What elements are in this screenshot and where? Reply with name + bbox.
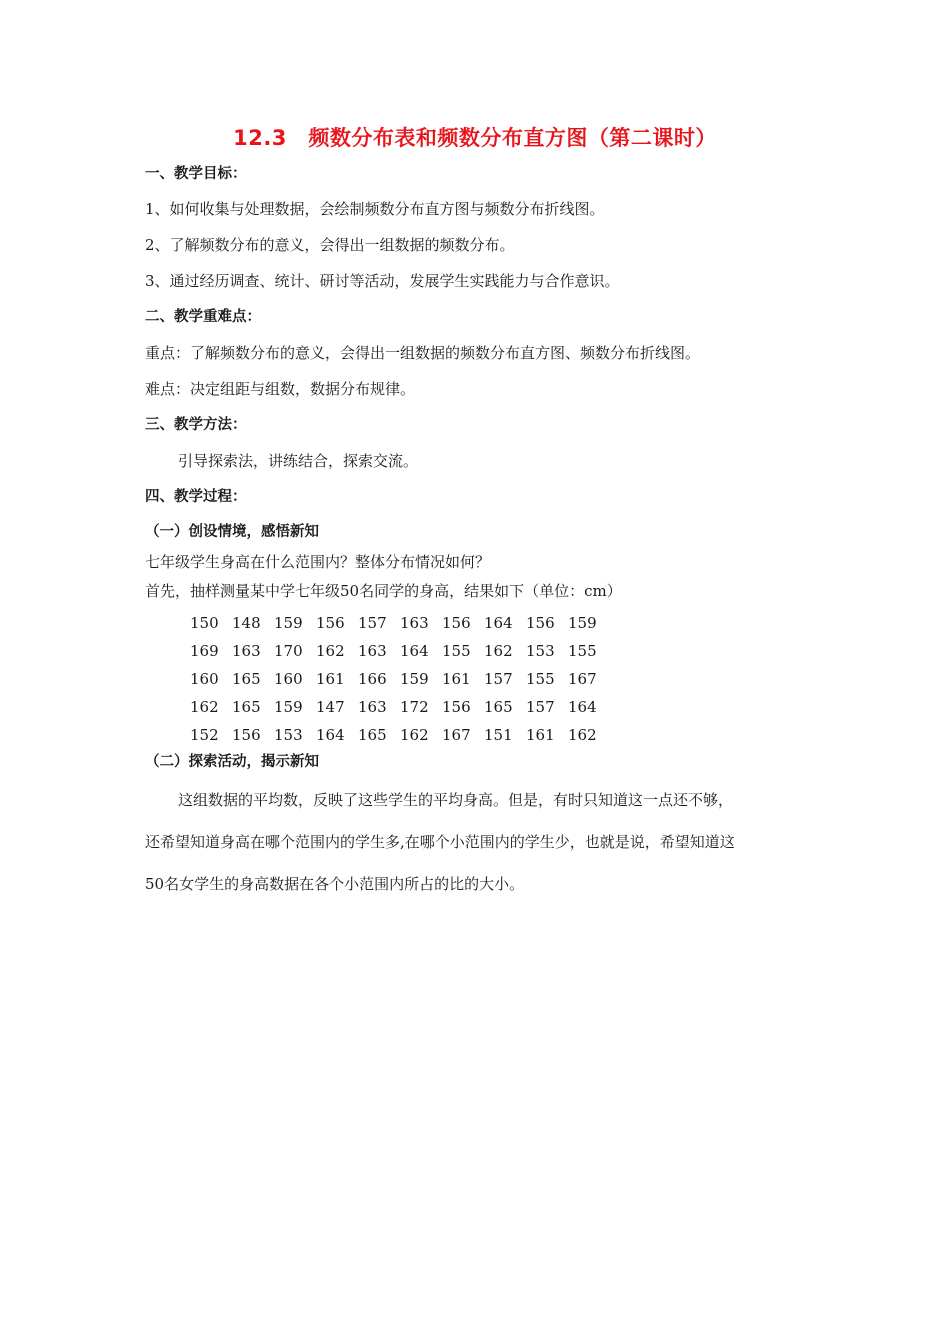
goal-item-2: 2、了解频数分布的意义，会得出一组数据的频数分布。 — [145, 236, 515, 254]
table-row — [190, 609, 610, 637]
height-cell: 165 — [232, 698, 261, 716]
key-point-text: 重点：了解频数分布的意义，会得出一组数据的频数分布直方图、频数分布折线图。 — [145, 344, 701, 362]
height-cell: 165 — [232, 670, 261, 688]
height-cell: 147 — [316, 698, 345, 716]
part1-heading: （一）创设情境，感悟新知 — [145, 524, 319, 540]
height-cell: 156 — [232, 726, 261, 744]
height-cell: 156 — [316, 614, 345, 632]
height-cell: 156 — [526, 614, 555, 632]
height-cell: 159 — [568, 614, 597, 632]
table-row — [190, 637, 610, 665]
height-cell: 163 — [232, 642, 261, 660]
table-row — [190, 693, 610, 721]
process-heading: 四、教学过程： — [145, 489, 247, 505]
height-cell: 161 — [526, 726, 555, 744]
height-cell: 165 — [358, 726, 387, 744]
goals-heading: 一、教学目标： — [145, 166, 247, 182]
height-cell: 148 — [232, 614, 261, 632]
height-cell: 164 — [484, 614, 513, 632]
height-cell: 162 — [400, 726, 429, 744]
height-cell: 166 — [358, 670, 387, 688]
key-points-heading: 二、教学重难点： — [145, 309, 261, 325]
goal-item-3: 3、通过经历调查、统计、研讨等活动，发展学生实践能力与合作意识。 — [145, 272, 620, 290]
height-cell: 163 — [400, 614, 429, 632]
height-cell: 161 — [316, 670, 345, 688]
height-cell: 164 — [400, 642, 429, 660]
height-cell: 157 — [484, 670, 513, 688]
height-cell: 162 — [484, 642, 513, 660]
height-cell: 155 — [526, 670, 555, 688]
height-cell: 155 — [442, 642, 471, 660]
height-cell: 163 — [358, 698, 387, 716]
height-cell: 160 — [190, 670, 219, 688]
height-cell: 153 — [526, 642, 555, 660]
difficult-point-text: 难点：决定组距与组数，数据分布规律。 — [145, 380, 416, 398]
height-cell: 167 — [568, 670, 597, 688]
height-cell: 150 — [190, 614, 219, 632]
height-cell: 153 — [274, 726, 303, 744]
height-cell: 159 — [274, 614, 303, 632]
height-cell: 159 — [274, 698, 303, 716]
height-cell: 169 — [190, 642, 219, 660]
height-cell: 155 — [568, 642, 597, 660]
height-cell: 162 — [316, 642, 345, 660]
table-row — [190, 665, 610, 693]
goal-item-1: 1、如何收集与处理数据，会绘制频数分布直方图与频数分布折线图。 — [145, 200, 605, 218]
height-cell: 162 — [568, 726, 597, 744]
method-heading: 三、教学方法： — [145, 417, 247, 433]
height-cell: 167 — [442, 726, 471, 744]
height-cell: 165 — [484, 698, 513, 716]
height-cell: 172 — [400, 698, 429, 716]
height-cell: 156 — [442, 698, 471, 716]
table-row — [190, 721, 610, 749]
height-cell: 163 — [358, 642, 387, 660]
height-cell: 170 — [274, 642, 303, 660]
part1-intro: 首先，抽样测量某中学七年级50名同学的身高，结果如下（单位：cm） — [145, 582, 622, 600]
height-cell: 162 — [190, 698, 219, 716]
height-cell: 157 — [358, 614, 387, 632]
height-cell: 157 — [526, 698, 555, 716]
part2-line-2: 还希望知道身高在哪个范围内的学生多,在哪个小范围内的学生少，也就是说，希望知道这 — [145, 833, 735, 851]
height-cell: 161 — [442, 670, 471, 688]
height-cell: 164 — [316, 726, 345, 744]
part2-line-1: 这组数据的平均数，反映了这些学生的平均身高。但是，有时只知道这一点还不够， — [178, 791, 734, 809]
height-cell: 151 — [484, 726, 513, 744]
height-cell: 159 — [400, 670, 429, 688]
height-cell: 156 — [442, 614, 471, 632]
height-cell: 164 — [568, 698, 597, 716]
height-cell: 152 — [190, 726, 219, 744]
part1-question: 七年级学生身高在什么范围内？整体分布情况如何？ — [145, 553, 491, 571]
part2-heading: （二）探索活动，揭示新知 — [145, 754, 319, 770]
method-text: 引导探索法，讲练结合，探索交流。 — [178, 452, 419, 470]
heights-table — [190, 609, 610, 749]
part2-line-3: 50名女学生的身高数据在各个小范围内所占的比的大小。 — [145, 875, 525, 893]
document-title: 12.3 频数分布表和频数分布直方图（第二课时） — [233, 126, 717, 150]
height-cell: 160 — [274, 670, 303, 688]
